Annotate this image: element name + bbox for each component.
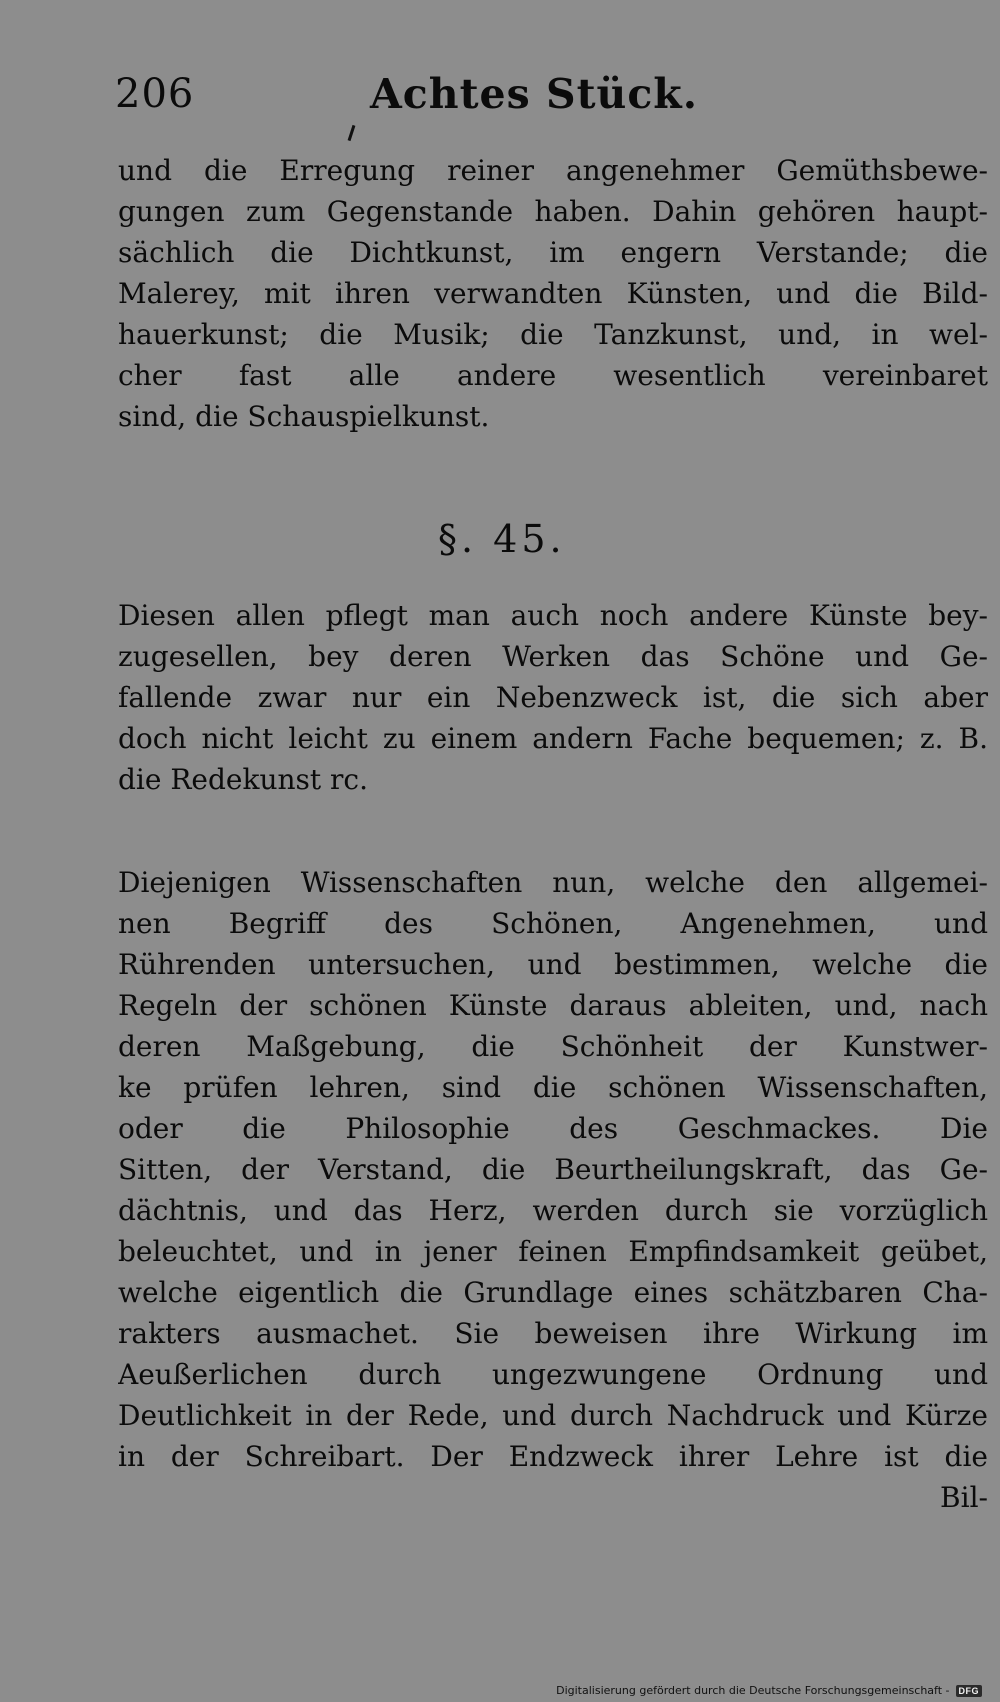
digitization-credit <box>556 1685 982 1697</box>
text-line: Sitten, der Verstand, die Beurtheilungskraft, das Ge- <box>118 1153 988 1186</box>
paragraph-1 <box>118 150 988 437</box>
section-heading: §. 45. <box>438 517 566 561</box>
text-line: rakters ausmachet. Sie beweisen ihre Wirkung im <box>118 1317 988 1350</box>
text-line: nen Begriff des Schönen, Angenehmen, und <box>118 907 988 940</box>
text-line: Regeln der schönen Künste daraus ableiten, und, nach <box>118 989 988 1022</box>
text-line: oder die Philosophie des Geschmackes. Die <box>118 1112 988 1145</box>
text-line: Aeußerlichen durch ungezwungene Ordnung und <box>118 1358 988 1391</box>
text-line: beleuchtet, und in jener feinen Empfindsamkeit geübet, <box>118 1235 988 1268</box>
text-line: fallende zwar nur ein Nebenzweck ist, die sich aber <box>118 681 988 714</box>
text-line: Bil- <box>940 1481 988 1514</box>
running-title: Achtes Stück. <box>370 70 698 118</box>
credit-text: Digitalisierung gefördert durch die Deutsche Forschungsgemeinschaft - <box>556 1684 950 1697</box>
page-number: 206 <box>115 71 195 117</box>
text-line: Rührenden untersuchen, und bestimmen, welche die <box>118 948 988 981</box>
text-line: dächtnis, und das Herz, werden durch sie vorzüglich <box>118 1194 988 1227</box>
text-line: cher fast alle andere wesentlich vereinbaret <box>118 359 988 392</box>
paragraph-3 <box>118 862 988 1518</box>
page-header <box>115 62 915 126</box>
text-line: doch nicht leicht zu einem andern Fache bequemen; z. B. <box>118 722 988 755</box>
text-line: Deutlichkeit in der Rede, und durch Nachdruck und Kürze <box>118 1399 988 1432</box>
text-line: Diejenigen Wissenschaften nun, welche den allgemei- <box>118 866 988 899</box>
scan-mark <box>348 125 356 141</box>
text-line: zugesellen, bey deren Werken das Schöne und Ge- <box>118 640 988 673</box>
dfg-logo: DFG <box>956 1685 983 1697</box>
text-line: welche eigentlich die Grundlage eines schätzbaren Cha- <box>118 1276 988 1309</box>
paragraph-2 <box>118 595 988 800</box>
text-line: in der Schreibart. Der Endzweck ihrer Lehre ist die <box>118 1440 988 1473</box>
text-line: sächlich die Dichtkunst, im engern Verstande; die <box>118 236 988 269</box>
text-line: und die Erregung reiner angenehmer Gemüthsbewe- <box>118 154 988 187</box>
text-line: Diesen allen pflegt man auch noch andere Künste bey- <box>118 599 988 632</box>
text-line: sind, die Schauspielkunst. <box>118 400 490 433</box>
text-line: hauerkunst; die Musik; die Tanzkunst, und, in wel- <box>118 318 988 351</box>
text-line: ke prüfen lehren, sind die schönen Wissenschaften, <box>118 1071 988 1104</box>
text-line: gungen zum Gegenstande haben. Dahin gehören haupt- <box>118 195 988 228</box>
text-line: Malerey, mit ihren verwandten Künsten, und die Bild- <box>118 277 988 310</box>
text-line: deren Maßgebung, die Schönheit der Kunstwer- <box>118 1030 988 1063</box>
text-line: die Redekunst rc. <box>118 763 369 796</box>
